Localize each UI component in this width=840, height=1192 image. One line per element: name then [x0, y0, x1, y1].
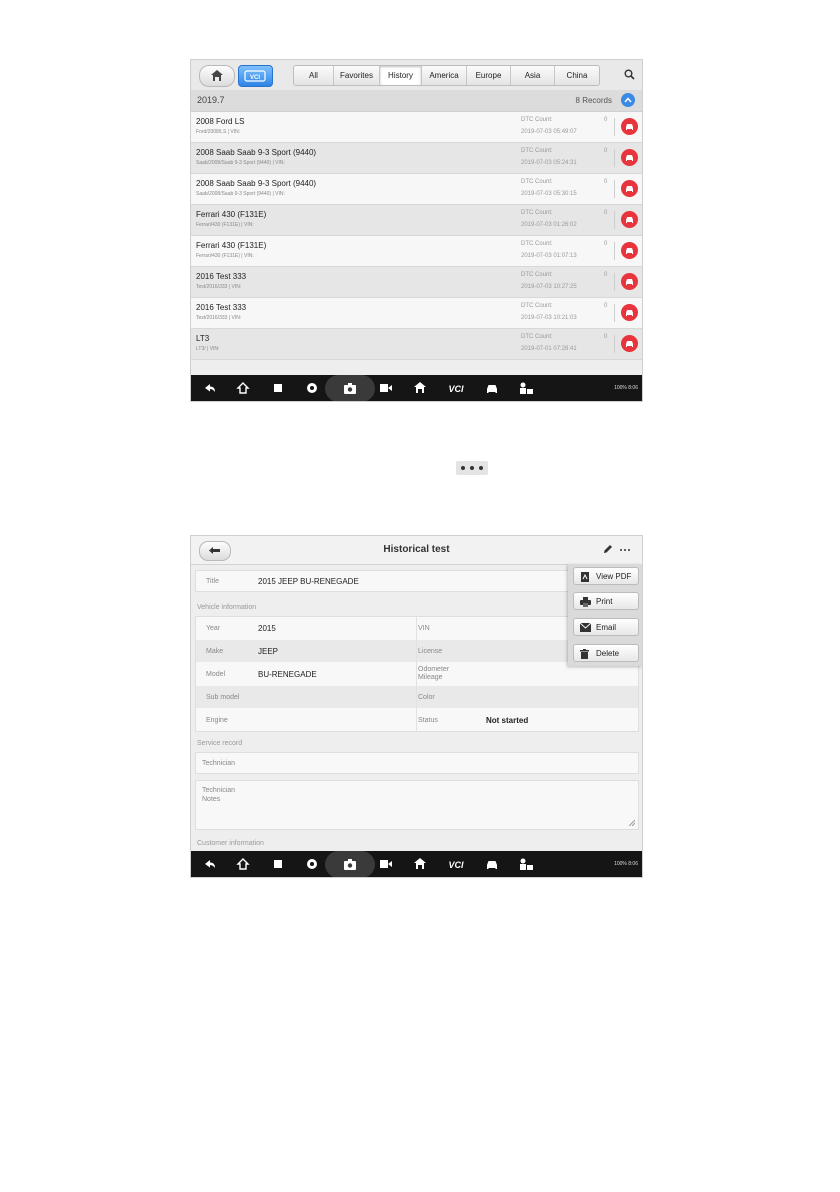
- screen-record-icon[interactable]: [379, 381, 393, 395]
- record-title: 2008 Saab Saab 9-3 Sport (9440): [196, 148, 317, 157]
- car-icon: [625, 184, 634, 193]
- delete-record-button[interactable]: [621, 242, 638, 259]
- record-subtitle: Ford/2008/LS | VIN:: [196, 129, 241, 135]
- title-field[interactable]: 2015 JEEP BU-RENEGADE: [258, 577, 359, 586]
- record-count: 8 Records: [575, 96, 612, 105]
- dtc-count: 0: [604, 334, 608, 340]
- record-subtitle: LT3/ | VIN:: [196, 346, 220, 352]
- back-icon[interactable]: [203, 857, 217, 871]
- record-title: LT3: [196, 334, 210, 343]
- tab-favorites[interactable]: Favorites: [334, 66, 380, 85]
- recent-apps-icon[interactable]: [271, 857, 285, 871]
- print-label: Print: [596, 597, 613, 606]
- car-icon: [625, 277, 634, 286]
- record-title: Ferrari 430 (F131E): [196, 210, 267, 219]
- toolbar: [191, 60, 642, 91]
- record-date: 2019-07-01 07:28:41: [521, 346, 577, 352]
- screenshot-button[interactable]: [325, 851, 375, 878]
- home-icon: [210, 69, 224, 82]
- title-label: Title: [206, 578, 219, 585]
- technician-icon[interactable]: [518, 857, 534, 871]
- trash-icon: [580, 649, 589, 659]
- system-navbar: [191, 375, 642, 402]
- tab-europe[interactable]: Europe: [467, 66, 511, 85]
- vci-icon: [244, 70, 266, 82]
- home-button[interactable]: [199, 65, 235, 87]
- svg-text:VCI: VCI: [249, 75, 261, 81]
- dtc-count: 0: [604, 179, 608, 185]
- record-date: 2019-07-03 05:30:15: [521, 191, 577, 197]
- edit-icon[interactable]: [603, 544, 613, 554]
- submodel-label: Sub model: [206, 694, 240, 701]
- vci-icon[interactable]: [445, 858, 467, 870]
- record-subtitle: Test/2016/333 | VIN:: [196, 284, 242, 290]
- vci-button[interactable]: [238, 65, 273, 87]
- dtc-count: 0: [604, 303, 608, 309]
- browser-icon[interactable]: [305, 857, 319, 871]
- resize-handle-icon[interactable]: [629, 820, 635, 826]
- model-field[interactable]: BU-RENEGADE: [258, 670, 317, 679]
- record-title: 2016 Test 333: [196, 303, 247, 312]
- service-section-title: Service record: [197, 740, 243, 747]
- dtc-label: DTC Count:: [521, 179, 553, 185]
- divider: [614, 180, 615, 198]
- historical-test-screen: [190, 535, 643, 878]
- envelope-icon: [580, 623, 591, 632]
- tab-china[interactable]: China: [566, 71, 588, 80]
- delete-record-button[interactable]: [621, 118, 638, 135]
- car-icon: [625, 122, 634, 131]
- status-value: Not started: [486, 716, 529, 725]
- dtc-count: 0: [604, 117, 608, 123]
- chevron-up-icon: [624, 96, 632, 104]
- record-date: 2019-07-03 01:26:02: [521, 222, 577, 228]
- more-options-menu: [568, 564, 642, 666]
- dtc-count: 0: [604, 272, 608, 278]
- delete-record-button[interactable]: [621, 149, 638, 166]
- record-title: Ferrari 430 (F131E): [196, 241, 267, 250]
- list-item[interactable]: [191, 267, 642, 298]
- delete-label: Delete: [596, 649, 620, 658]
- status-label: Status: [418, 717, 438, 724]
- divider: [416, 617, 417, 731]
- divider: [614, 118, 615, 136]
- collapse-button[interactable]: [621, 93, 635, 107]
- more-options-icon: [456, 461, 488, 475]
- dtc-count: 0: [604, 148, 608, 154]
- camera-icon: [343, 382, 357, 395]
- back-icon[interactable]: [203, 381, 217, 395]
- autel-home-icon[interactable]: [413, 857, 427, 871]
- dtc-label: DTC Count:: [521, 148, 553, 154]
- technician-label: Technician: [202, 760, 236, 767]
- car-icon: [625, 339, 634, 348]
- dtc-label: DTC Count:: [521, 303, 553, 309]
- print-button[interactable]: [573, 592, 639, 610]
- record-title: 2016 Test 333: [196, 272, 247, 281]
- list-item[interactable]: [191, 174, 642, 205]
- license-label: License: [418, 648, 443, 655]
- record-subtitle: Test/2016/333 | VIN:: [196, 315, 242, 321]
- divider: [614, 149, 615, 167]
- technician-icon[interactable]: [518, 381, 534, 395]
- view-pdf-button[interactable]: [573, 567, 639, 585]
- camera-icon: [343, 858, 357, 871]
- status-bar-text: 100% 8:06: [614, 861, 638, 867]
- home-icon[interactable]: [236, 857, 250, 871]
- car-icon: [625, 215, 634, 224]
- svg-text:VCI: VCI: [448, 384, 464, 394]
- car-icon: [625, 246, 634, 255]
- browser-icon[interactable]: [305, 381, 319, 395]
- status-bar-text: 100% 8:06: [614, 385, 638, 391]
- vehicle-row: [196, 709, 638, 731]
- technician-card[interactable]: [195, 752, 639, 774]
- record-date: 2019-07-03 05:24:31: [521, 160, 577, 166]
- tab-history[interactable]: History: [380, 66, 422, 85]
- tab-all[interactable]: All: [294, 66, 334, 85]
- record-date: 2019-07-03 10:21:03: [521, 315, 577, 321]
- record-subtitle: Saab/2008/Saab 9-3 Sport (9440) | VIN:: [196, 160, 285, 166]
- list-item[interactable]: [191, 112, 642, 143]
- pdf-icon: [580, 572, 590, 582]
- printer-icon: [580, 597, 591, 607]
- vehicle-section-title: Vehicle information: [197, 604, 257, 611]
- record-date: 2019-07-03 05:49:07: [521, 129, 577, 135]
- autel-home-icon[interactable]: [413, 381, 427, 395]
- region-tabs: [293, 65, 600, 86]
- record-date: 2019-07-03 10:27:25: [521, 284, 577, 290]
- record-subtitle: Ferrari/430 (F131E) | VIN:: [196, 222, 254, 228]
- dtc-label: DTC Count:: [521, 117, 553, 123]
- list-item[interactable]: [191, 143, 642, 174]
- delete-record-button[interactable]: [621, 273, 638, 290]
- delete-record-button[interactable]: [621, 335, 638, 352]
- dtc-label: DTC Count:: [521, 272, 553, 278]
- color-label: Color: [418, 694, 435, 701]
- system-navbar: [191, 851, 642, 878]
- svg-text:VCI: VCI: [448, 860, 464, 870]
- divider: [614, 242, 615, 260]
- vin-label: VIN: [418, 625, 430, 632]
- delete-record-button[interactable]: [621, 211, 638, 228]
- divider: [614, 304, 615, 322]
- search-icon[interactable]: [624, 69, 635, 80]
- dtc-label: DTC Count:: [521, 241, 553, 247]
- month-label: 2019.7: [197, 95, 225, 105]
- more-options-button[interactable]: [620, 549, 632, 552]
- engine-label: Engine: [206, 717, 228, 724]
- view-pdf-label: View PDF: [596, 572, 632, 581]
- dtc-label: DTC Count:: [521, 210, 553, 216]
- delete-record-button[interactable]: [621, 304, 638, 321]
- page-title: Historical test: [383, 544, 450, 555]
- vehicle-row: [196, 686, 638, 708]
- home-icon[interactable]: [236, 381, 250, 395]
- delete-record-button[interactable]: [621, 180, 638, 197]
- record-subtitle: Ferrari/430 (F131E) | VIN:: [196, 253, 254, 259]
- customer-section-title: Customer information: [197, 840, 264, 847]
- screenshot-button[interactable]: [325, 375, 375, 402]
- tab-america[interactable]: America: [422, 66, 467, 85]
- car-icon: [625, 153, 634, 162]
- year-field[interactable]: 2015: [258, 624, 276, 633]
- record-list: [191, 112, 642, 360]
- vehicle-row: [196, 663, 638, 685]
- dtc-count: 0: [604, 210, 608, 216]
- record-subtitle: Saab/2008/Saab 9-3 Sport (9440) | VIN:: [196, 191, 285, 197]
- notes-label: Technician Notes: [202, 787, 236, 803]
- list-item[interactable]: [191, 329, 642, 360]
- dtc-count: 0: [604, 241, 608, 247]
- notes-card[interactable]: [195, 780, 639, 830]
- odometer-label: Odometer Mileage: [418, 666, 450, 681]
- car-icon[interactable]: [485, 857, 499, 871]
- year-label: Year: [206, 625, 221, 632]
- email-button[interactable]: [573, 618, 639, 636]
- divider: [614, 211, 615, 229]
- make-field[interactable]: JEEP: [258, 647, 279, 656]
- list-item[interactable]: [191, 298, 642, 329]
- model-label: Model: [206, 671, 226, 678]
- record-title: 2008 Saab Saab 9-3 Sport (9440): [196, 179, 317, 188]
- divider: [614, 335, 615, 353]
- car-icon[interactable]: [485, 381, 499, 395]
- divider: [614, 273, 615, 291]
- car-icon: [625, 308, 634, 317]
- email-label: Email: [596, 623, 617, 632]
- month-header: [191, 90, 642, 112]
- record-date: 2019-07-03 01:07:13: [521, 253, 577, 259]
- screen-record-icon[interactable]: [379, 857, 393, 871]
- delete-button[interactable]: [573, 644, 639, 662]
- list-item[interactable]: [191, 236, 642, 267]
- dtc-label: DTC Count:: [521, 334, 553, 340]
- list-item[interactable]: [191, 205, 642, 236]
- history-screen: [190, 59, 643, 402]
- recent-apps-icon[interactable]: [271, 381, 285, 395]
- make-label: Make: [206, 648, 224, 655]
- vci-icon[interactable]: [445, 382, 467, 394]
- tab-asia[interactable]: Asia: [511, 66, 555, 85]
- record-title: 2008 Ford LS: [196, 117, 245, 126]
- header: [191, 536, 642, 565]
